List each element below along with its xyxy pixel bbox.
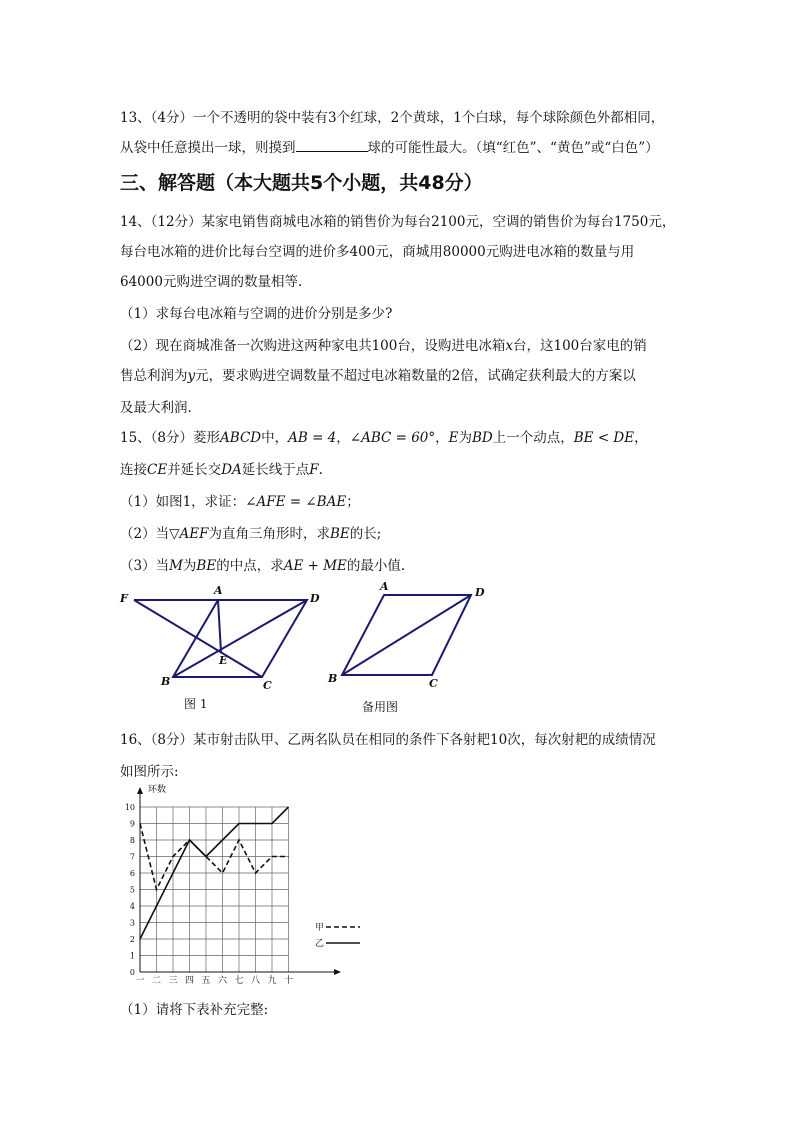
q15-sub2 (120, 522, 381, 542)
q14-line2: 每台电冰箱的进价比每台空调的进价多400元，商城用80000元购进电冰箱的数量与用 (120, 244, 635, 260)
fig2-caption: 备用图 (362, 700, 399, 714)
q15-text-f: 并延长交 (167, 462, 222, 478)
x-tick-label: 一 (135, 976, 145, 986)
q15-sub3 (120, 554, 405, 574)
q15-sub3-m: M (169, 558, 183, 574)
q15-ce: CE (147, 462, 168, 478)
x-tick-label: 五 (201, 976, 211, 986)
q15-sub2-text-b: 为直角三角形时，求 (208, 526, 330, 542)
fig1-label-a: A (214, 584, 223, 597)
y-tick-label: 4 (129, 902, 135, 911)
shooting-score-chart (115, 782, 375, 992)
q15-text-d: 上一个动点， (492, 430, 574, 446)
q14-sub2-text-f: 元，要求购进空调数量不超过电冰箱数量的2倍，试确定获利最大的方案以 (195, 368, 636, 384)
q15-sub1-text: （1）如图1，求证： (120, 494, 246, 510)
x-tick-label: 九 (267, 976, 277, 986)
q15-sub2-text-a: （2）当 (120, 526, 170, 542)
q14-sub2-text-c: 台，这100台家电的销 (512, 338, 647, 354)
q14-sub2-line1 (120, 334, 647, 354)
y-tick-label: 10 (124, 803, 135, 812)
chart-legend (315, 922, 360, 949)
y-tick-label: 2 (129, 935, 135, 944)
q15-sub2-text-c: 的长; (349, 526, 382, 542)
x-tick-label: 六 (217, 976, 228, 986)
q14-var-y: y (187, 368, 196, 384)
fig1-label-b: B (161, 675, 171, 688)
q14-line3: 64000元购进空调的数量相等. (120, 274, 303, 290)
x-tick-label: 二 (151, 976, 162, 986)
q16-sub1: （1）请将下表补充完整: (120, 1002, 269, 1018)
q15-sub3-text-d: 的最小值. (346, 558, 406, 574)
q15-sub2-be: BE (329, 526, 350, 542)
figure-backup (320, 580, 500, 720)
y-tick-label: 7 (129, 852, 135, 862)
q15-sub1-end: ； (346, 494, 360, 510)
q15-da: DA (221, 462, 242, 478)
q16-line1: 16、（8分）某市射击队甲、乙两名队员在相同的条件下各射耙10次，每次射耙的成绩情况 (120, 732, 656, 748)
x-tick-label: 十 (283, 976, 294, 986)
x-axis-arrow (334, 969, 341, 975)
q13-line1: 13、（4分）一个不透明的袋中装有3个红球，2个黄球，1个白球，每个球除颜色外都相同， (120, 110, 665, 126)
legend-label-0: 甲 (315, 923, 325, 933)
y-tick-label: 3 (129, 918, 135, 928)
fig1-label-e: E (219, 654, 228, 667)
q13-line2 (120, 136, 659, 156)
y-tick-label: 5 (129, 885, 135, 895)
fig1-diagonal-bd (173, 600, 307, 677)
figure-1 (110, 582, 350, 717)
q15-sub3-text-c: 的中点，求 (216, 558, 284, 574)
q15-sub1-eq: ∠AFE = ∠BAE (245, 494, 347, 510)
fig2-label-c: C (429, 677, 438, 690)
q14-sub1: （1）求每台电冰箱与空调的进价分别是多少? (120, 306, 393, 322)
chart-y-label: 环数 (148, 785, 167, 795)
q15-sub2-tri: ▽AEF (169, 526, 209, 542)
q13-answer-blank (296, 139, 368, 152)
fig2-label-d: D (475, 586, 485, 599)
q15-sub3-text-b: 为 (182, 558, 197, 574)
x-tick-label: 七 (234, 976, 244, 986)
q15-e: E (448, 430, 459, 446)
q14-sub2-text-d: 售总利润为 (120, 368, 188, 384)
y-axis-arrow (137, 787, 143, 794)
q15-text-a: 15、（8分）菱形 (120, 430, 221, 446)
q15-bd: BD (472, 430, 493, 446)
q15-sub1 (120, 490, 360, 510)
q15-f: F (309, 462, 319, 478)
chart-x-ticks (135, 974, 293, 986)
fig2-label-a: A (380, 580, 389, 593)
q13-text-b: 球的可能性最大。（填“红色”、“黄色”或“白色”） (367, 140, 659, 156)
fig1-label-d: D (310, 592, 320, 605)
x-tick-label: 八 (250, 976, 261, 986)
legend-label-1: 乙 (315, 939, 325, 949)
y-tick-label: 9 (129, 819, 135, 829)
fig1-segment-ae (218, 600, 221, 652)
q15-line2: 连接CE并延长交DA延长线于点F. (120, 462, 323, 478)
q15-ineq: BE < DE (573, 430, 635, 446)
fig1-label-f: F (120, 592, 128, 605)
q15-sub3-be: BE (196, 558, 217, 574)
q15-text-e: 连接 (120, 462, 147, 478)
q15-angle: ∠ABC = 60° (349, 430, 436, 446)
q15-text-c: 为 (458, 430, 473, 446)
x-tick-label: 三 (168, 976, 178, 986)
q14-sub2-line3: 及最大利润. (120, 400, 192, 416)
fig1-caption: 图 1 (184, 697, 208, 711)
q14-line1: 14、（12分）某家电销售商城电冰箱的销售价为每台2100元，空调的销售价为每台1750元， (120, 214, 676, 230)
fig2-label-b: B (328, 672, 338, 685)
fig1-segment-fc (134, 600, 262, 677)
q15-abcd: ABCD (220, 430, 262, 446)
q15-text-b: 中， (261, 430, 289, 446)
y-tick-label: 6 (129, 869, 135, 878)
q14-sub2-line2 (120, 364, 636, 384)
chart-grid (140, 807, 289, 972)
q15-text-g: 延长线于点 (241, 462, 310, 478)
y-tick-label: 1 (129, 951, 135, 961)
section-title: 三、解答题（本大题共5个小题，共48分） (120, 172, 483, 194)
q16-line2: 如图所示: (120, 764, 179, 780)
y-tick-label: 8 (129, 836, 135, 845)
q14-var-x: x (505, 338, 513, 354)
q15-sub3-text-a: （3）当 (120, 558, 170, 574)
q15-sub3-expr: AE + ME (283, 558, 347, 574)
chart-y-ticks (125, 803, 135, 977)
x-tick-label: 四 (184, 976, 195, 986)
y-tick-label: 0 (129, 968, 135, 977)
q14-sub2-text-a: （2）现在商城准备一次购进这两种家电共100台，设购进电冰箱 (120, 338, 506, 354)
q15-line1: 15、（8分）菱形ABCD中，AB = 4，∠ABC = 60°，E为BD上一个动点，BE < DE， (120, 430, 648, 446)
fig1-label-c: C (263, 679, 272, 692)
q15-ab4: AB = 4 (288, 430, 337, 446)
q13-text-a: 从袋中任意摸出一球，则摸到 (120, 140, 296, 156)
